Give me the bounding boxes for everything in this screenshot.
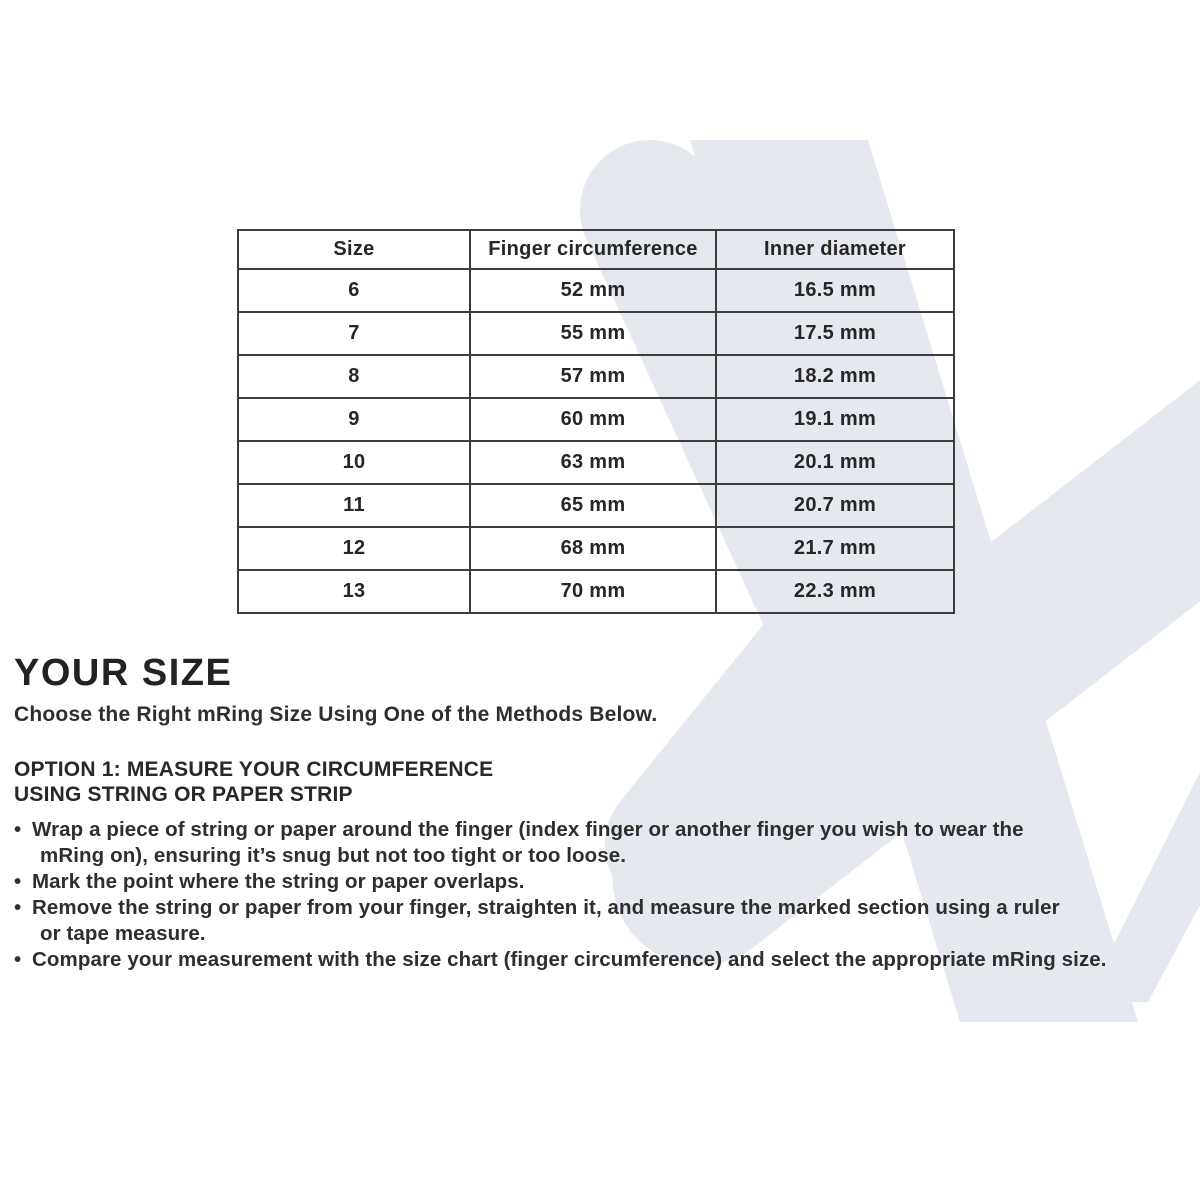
circumference-cell: 60 mm xyxy=(470,398,716,441)
instruction-item-continuation: mRing on), ensuring it’s snug but not too tight or too loose. xyxy=(40,844,627,867)
circumference-cell: 55 mm xyxy=(470,312,716,355)
diameter-cell: 16.5 mm xyxy=(716,269,954,312)
size-cell: 10 xyxy=(238,441,470,484)
page-subtitle: Choose the Right mRing Size Using One of the Methods Below. xyxy=(14,703,658,726)
bullet-icon: • xyxy=(14,896,22,919)
bullet-icon: • xyxy=(14,818,22,841)
table-row xyxy=(238,355,954,398)
ring-size-table-body xyxy=(238,269,954,613)
diameter-cell: 20.7 mm xyxy=(716,484,954,527)
circumference-cell: 70 mm xyxy=(470,570,716,613)
table-row xyxy=(238,484,954,527)
size-cell: 12 xyxy=(238,527,470,570)
size-cell: 8 xyxy=(238,355,470,398)
instruction-item: • Remove the string or paper from your finger, straighten it, and measure the marked section using a ruler xyxy=(14,896,1060,919)
size-cell: 6 xyxy=(238,269,470,312)
diameter-cell: 20.1 mm xyxy=(716,441,954,484)
table-row xyxy=(238,269,954,312)
diameter-cell: 21.7 mm xyxy=(716,527,954,570)
option1-heading-line1: OPTION 1: MEASURE YOUR CIRCUMFERENCE xyxy=(14,758,494,781)
bullet-icon: • xyxy=(14,948,22,971)
circumference-cell: 68 mm xyxy=(470,527,716,570)
circumference-cell: 57 mm xyxy=(470,355,716,398)
circumference-cell: 63 mm xyxy=(470,441,716,484)
circumference-cell: 65 mm xyxy=(470,484,716,527)
table-row xyxy=(238,570,954,613)
diameter-cell: 17.5 mm xyxy=(716,312,954,355)
table-row xyxy=(238,527,954,570)
size-cell: 7 xyxy=(238,312,470,355)
diameter-cell: 18.2 mm xyxy=(716,355,954,398)
ring-size-table xyxy=(237,229,955,614)
diameter-cell: 22.3 mm xyxy=(716,570,954,613)
instruction-item: • Mark the point where the string or paper overlaps. xyxy=(14,870,525,893)
table-header-row xyxy=(238,230,954,269)
option1-heading-line2: USING STRING OR PAPER STRIP xyxy=(14,783,353,806)
instruction-item-continuation: or tape measure. xyxy=(40,922,206,945)
instruction-list xyxy=(14,817,1184,973)
instruction-item: • Wrap a piece of string or paper around the finger (index finger or another finger you wish to wear the xyxy=(14,818,1024,841)
diameter-cell: 19.1 mm xyxy=(716,398,954,441)
header-size: Size xyxy=(238,230,470,269)
bullet-icon: • xyxy=(14,870,22,893)
header-inner-diameter: Inner diameter xyxy=(716,230,954,269)
size-cell: 9 xyxy=(238,398,470,441)
table-row xyxy=(238,398,954,441)
table-row xyxy=(238,312,954,355)
circumference-cell: 52 mm xyxy=(470,269,716,312)
instruction-item: • Compare your measurement with the size chart (finger circumference) and select the appropriate mRing size. xyxy=(14,948,1107,971)
size-cell: 13 xyxy=(238,570,470,613)
header-finger-circumference: Finger circumference xyxy=(470,230,716,269)
option1-heading xyxy=(14,757,493,807)
table-row xyxy=(238,441,954,484)
size-cell: 11 xyxy=(238,484,470,527)
page-title: YOUR SIZE xyxy=(14,652,233,694)
